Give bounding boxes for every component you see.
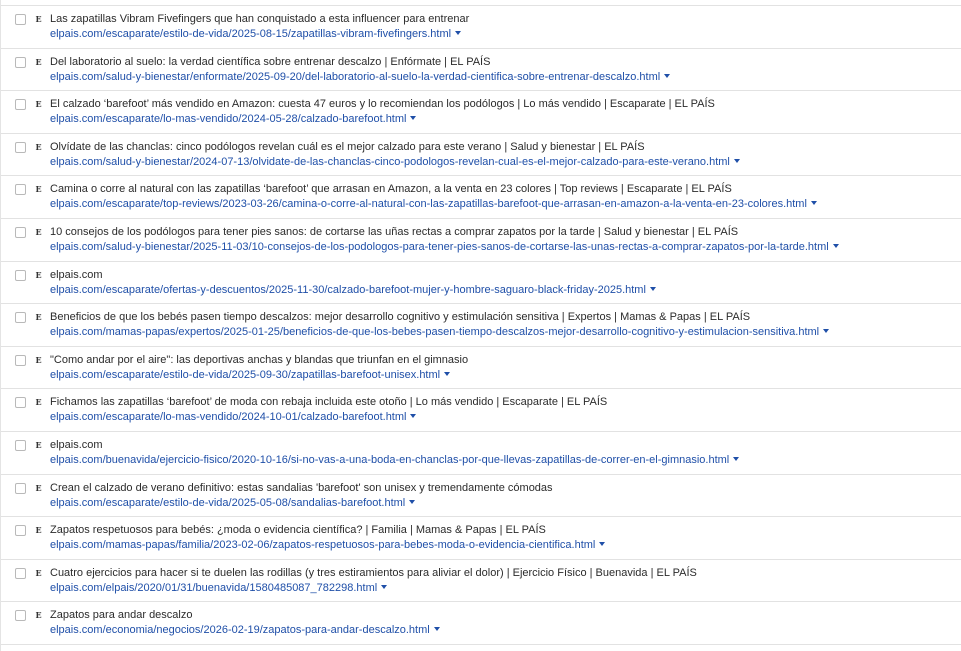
result-title: Olvídate de las chanclas: cinco podólogos revelan cuál es el mejor calzado para este verano | Salud y bienestar | EL PAÍS	[50, 140, 645, 153]
result-url-link[interactable]: elpais.com/escaparate/estilo-de-vida/2025-08-15/zapatillas-vibram-fivefingers.html	[50, 28, 452, 40]
result-url-line	[50, 240, 839, 254]
result-checkbox[interactable]	[15, 14, 26, 25]
result-url-line	[50, 197, 817, 211]
url-options-caret-icon[interactable]	[734, 159, 740, 163]
result-title: 10 consejos de los podólogos para tener pies sanos: de cortarse las uñas rectas a comprar zapatos por la tarde | Salud y bienestar | EL PAÍS	[50, 225, 739, 238]
elpais-favicon-icon: E	[35, 184, 42, 195]
result-checkbox[interactable]	[15, 397, 26, 408]
result-checkbox[interactable]	[15, 184, 26, 195]
result-title: "Como andar por el aire": las deportivas anchas y blandas que triunfan en el gimnasio	[50, 353, 469, 366]
result-title: Las zapatillas Vibram Fivefingers que han conquistado a esta influencer para entrenar	[50, 13, 470, 25]
elpais-favicon-icon: E	[35, 610, 42, 621]
result-url-link[interactable]: elpais.com/escaparate/ofertas-y-descuentos/2025-11-30/calzado-barefoot-mujer-y-hombre-saguaro-black-friday-2025.html	[50, 283, 646, 296]
result-url-line	[50, 496, 415, 510]
result-url-link[interactable]: elpais.com/escaparate/estilo-de-vida/2025-05-08/sandalias-barefoot.html	[50, 496, 406, 509]
result-checkbox[interactable]	[15, 99, 26, 110]
url-options-caret-icon[interactable]	[410, 116, 416, 120]
elpais-favicon-icon: E	[35, 439, 42, 450]
result-row	[1, 49, 961, 92]
url-options-caret-icon[interactable]	[599, 542, 605, 546]
result-title: elpais.com	[50, 268, 103, 281]
result-title: El calzado ‘barefoot’ más vendido en Amazon: cuesta 47 euros y lo recomiendan los podólogos | Lo más vendido | Escaparate | EL PAÍS	[50, 98, 715, 111]
result-url-link[interactable]: elpais.com/salud-y-bienestar/2024-07-13/olvidate-de-las-chanclas-cinco-podologos-revelan-cual-es-el-mejor-calzado-para-este-verano.html	[50, 155, 730, 168]
results-list	[1, 6, 961, 645]
result-url-link[interactable]: elpais.com/escaparate/lo-mas-vendido/2024-10-01/calzado-barefoot.html	[50, 411, 407, 424]
result-row	[1, 304, 961, 347]
url-options-caret-icon[interactable]	[811, 201, 817, 205]
result-url-line	[50, 623, 440, 637]
result-row	[1, 517, 961, 560]
result-url-line	[50, 27, 461, 41]
elpais-favicon-icon: E	[35, 226, 42, 237]
elpais-favicon-icon: E	[35, 141, 42, 152]
elpais-favicon-icon: E	[35, 56, 42, 67]
result-title: Camina o corre al natural con las zapatillas ‘barefoot’ que arrasan en Amazon, a la venta en 23 colores | Top reviews | Escaparate | EL PAÍS	[50, 183, 732, 196]
url-options-caret-icon[interactable]	[833, 244, 839, 248]
elpais-favicon-icon: E	[35, 14, 42, 24]
result-checkbox[interactable]	[15, 440, 26, 451]
result-row	[1, 475, 961, 518]
elpais-favicon-icon: E	[35, 312, 42, 323]
result-url-link[interactable]: elpais.com/economia/negocios/2026-02-19/zapatos-para-andar-descalzo.html	[50, 624, 430, 637]
url-options-caret-icon[interactable]	[434, 627, 440, 631]
result-row	[1, 389, 961, 432]
result-checkbox[interactable]	[15, 270, 26, 281]
result-url-link[interactable]: elpais.com/escaparate/top-reviews/2023-03-26/camina-o-corre-al-natural-con-las-zapatillas-barefoot-que-arrasan-en-amazon-a-la-venta-en-23-colores.html	[50, 198, 807, 211]
result-checkbox[interactable]	[15, 483, 26, 494]
result-title: Del laboratorio al suelo: la verdad científica sobre entrenar descalzo | Enfórmate | EL PAÍS	[50, 55, 491, 68]
result-checkbox[interactable]	[15, 610, 26, 621]
result-row	[1, 176, 961, 219]
result-url-link[interactable]: elpais.com/escaparate/lo-mas-vendido/2024-05-28/calzado-barefoot.html	[50, 113, 407, 126]
result-url-line	[50, 368, 450, 382]
result-url-link[interactable]: elpais.com/salud-y-bienestar/enformate/2025-09-20/del-laboratorio-al-suelo-la-verdad-cientifica-sobre-entrenar-descalzo.html	[50, 70, 661, 83]
result-checkbox[interactable]	[15, 355, 26, 366]
result-row	[1, 219, 961, 262]
result-row	[1, 262, 961, 305]
result-url-line	[50, 325, 829, 339]
result-checkbox[interactable]	[15, 525, 26, 536]
result-title: Cuatro ejercicios para hacer si te duelen las rodillas (y tres estiramientos para aliviar el dolor) | Ejercicio Físico | Buenavida | EL PAÍS	[50, 566, 697, 579]
result-title: Zapatos respetuosos para bebés: ¿moda o evidencia científica? | Familia | Mamas & Papas | EL PAÍS	[50, 524, 546, 537]
result-checkbox[interactable]	[15, 227, 26, 238]
result-checkbox[interactable]	[15, 57, 26, 68]
result-url-line	[50, 581, 387, 595]
result-row	[1, 91, 961, 134]
elpais-favicon-icon: E	[35, 397, 42, 408]
result-url-line	[50, 283, 656, 297]
result-url-link[interactable]: elpais.com/mamas-papas/expertos/2025-01-25/beneficios-de-que-los-bebes-pasen-tiempo-descalzos-mejor-desarrollo-cognitivo-y-estimulacion-sensitiva.html	[50, 326, 820, 339]
result-url-link[interactable]: elpais.com/escaparate/estilo-de-vida/2025-09-30/zapatillas-barefoot-unisex.html	[50, 368, 441, 381]
result-checkbox[interactable]	[15, 312, 26, 323]
elpais-favicon-icon: E	[35, 525, 42, 536]
result-title: Fichamos las zapatillas ‘barefoot’ de moda con rebaja incluida este otoño | Lo más vendido | Escaparate | EL PAÍS	[50, 396, 608, 409]
url-options-caret-icon[interactable]	[381, 585, 387, 589]
result-url-link[interactable]: elpais.com/mamas-papas/familia/2023-02-06/zapatos-respetuosos-para-bebes-moda-o-evidencia-cientifica.html	[50, 539, 596, 552]
url-options-caret-icon[interactable]	[733, 457, 739, 461]
result-checkbox[interactable]	[15, 568, 26, 579]
result-checkbox[interactable]	[15, 142, 26, 153]
result-url-line	[50, 155, 740, 169]
url-options-caret-icon[interactable]	[444, 372, 450, 376]
result-row	[1, 432, 961, 475]
result-row	[1, 6, 961, 49]
url-options-caret-icon[interactable]	[650, 287, 656, 291]
url-options-caret-icon[interactable]	[410, 414, 416, 418]
result-url-line	[50, 410, 416, 424]
result-url-link[interactable]: elpais.com/salud-y-bienestar/2025-11-03/10-consejos-de-los-podologos-para-tener-pies-sanos-de-cortarse-las-unas-rectas-a-comprar-zapatos-por-la-tarde.html	[50, 240, 829, 253]
result-url-line	[50, 70, 670, 84]
elpais-favicon-icon: E	[35, 99, 42, 110]
result-title: Beneficios de que los bebés pasen tiempo descalzos: mejor desarrollo cognitivo y estimulación sensitiva | Expertos | Mamas & Papas | EL PAÍS	[50, 311, 751, 324]
url-options-caret-icon[interactable]	[455, 31, 461, 35]
url-options-caret-icon[interactable]	[409, 500, 415, 504]
result-url-link[interactable]: elpais.com/buenavida/ejercicio-fisico/2020-10-16/si-no-vas-a-una-boda-en-chanclas-por-que-llevas-zapatillas-de-correr-en-el-gimnasio.html	[50, 453, 730, 466]
result-row	[1, 134, 961, 177]
result-title: Zapatos para andar descalzo	[50, 609, 193, 622]
elpais-favicon-icon: E	[35, 567, 42, 578]
elpais-favicon-icon: E	[35, 354, 42, 365]
url-options-caret-icon[interactable]	[823, 329, 829, 333]
result-url-line	[50, 112, 416, 126]
result-title: elpais.com	[50, 438, 103, 451]
result-url-link[interactable]: elpais.com/elpais/2020/01/31/buenavida/1580485087_782298.html	[50, 581, 378, 594]
result-url-line	[50, 538, 605, 552]
elpais-favicon-icon: E	[35, 482, 42, 493]
result-title: Crean el calzado de verano definitivo: estas sandalias 'barefoot' son unisex y tremendamente cómodas	[50, 481, 553, 494]
elpais-favicon-icon: E	[35, 269, 42, 280]
result-row	[1, 560, 961, 603]
url-options-caret-icon[interactable]	[664, 74, 670, 78]
result-row	[1, 347, 961, 390]
result-row	[1, 602, 961, 645]
result-url-line	[50, 453, 739, 467]
